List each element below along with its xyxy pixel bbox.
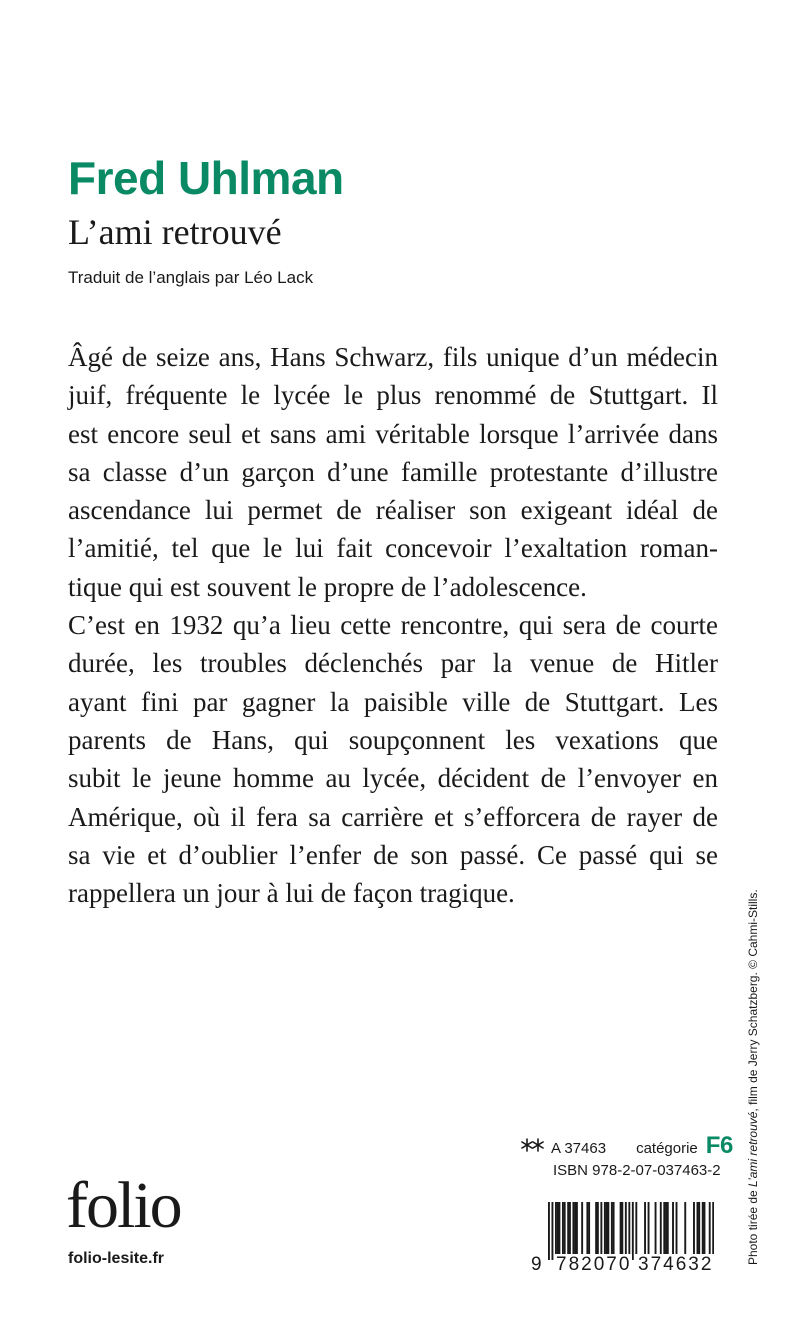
- barcode-bar: [548, 1202, 550, 1260]
- blurb-line: ascendance lui permet de réaliser son exigeant idéal de: [68, 495, 718, 526]
- blurb-line: durée, les troubles déclenchés par la venue de Hitler: [68, 648, 718, 679]
- barcode-bar: [676, 1202, 678, 1254]
- photo-credit-suffix: , film de Jerry Schatzberg. © Cahmi-Stills.: [746, 889, 760, 1112]
- blurb: [68, 338, 718, 912]
- photo-credit: [746, 889, 760, 1265]
- photo-credit-prefix: Photo tirée de: [746, 1186, 760, 1265]
- blurb-line: l’amitié, tel que le lui fait concevoir l’exaltation roman-: [68, 533, 718, 564]
- barcode-bar: [644, 1202, 646, 1254]
- barcode-bar: [597, 1202, 599, 1254]
- blurb-line: C’est en 1932 qu’a lieu cette rencontre, qui sera de courte: [68, 610, 718, 641]
- blurb-line: subit le jeune homme au lycée, décident de l’envoyer en: [68, 763, 718, 794]
- barcode-bar: [697, 1202, 699, 1254]
- barcode-bar: [557, 1202, 559, 1254]
- barcode-left-group: 782070: [556, 1254, 632, 1275]
- catalog-block: [521, 1132, 733, 1179]
- barcode-bar: [709, 1202, 711, 1260]
- barcode-bar: [595, 1202, 597, 1254]
- barcode-bar: [611, 1202, 613, 1254]
- barcode-bar: [655, 1202, 657, 1254]
- blurb-line: Âgé de seize ans, Hans Schwarz, fils unique d’un médecin: [68, 342, 718, 372]
- barcode-bar: [702, 1202, 704, 1254]
- barcode-first-digit: 9: [531, 1254, 542, 1275]
- publisher-website: folio-lesite.fr: [68, 1250, 165, 1267]
- blurb-line: est encore seul et sans ami véritable lorsque l’arrivée dans: [68, 418, 718, 449]
- barcode-bar: [555, 1202, 557, 1254]
- barcode-bar: [613, 1202, 615, 1254]
- barcode-bar: [672, 1202, 674, 1254]
- blurb-line: rappellera un jour à lui de façon tragique.: [68, 878, 515, 909]
- barcode-bar: [667, 1202, 669, 1254]
- blurb-line: parents de Hans, qui soupçonnent les vexations que: [68, 724, 718, 755]
- barcode-bar: [558, 1202, 560, 1254]
- blurb-line: ayant fini par gagner la paisible ville de Stuttgart. Les: [68, 686, 718, 717]
- blurb-line: tique qui est souvent le propre de l’adolescence.: [68, 571, 587, 602]
- barcode-bar: [684, 1202, 686, 1254]
- barcode-bar: [648, 1202, 650, 1254]
- category-label: catégorie: [636, 1140, 698, 1157]
- barcode-bars: [548, 1202, 714, 1260]
- barcode-bar: [586, 1202, 588, 1254]
- barcode-bar: [663, 1202, 665, 1254]
- barcode-bar: [660, 1202, 662, 1254]
- photo-credit-film-title: L’ami retrouvé: [746, 1111, 760, 1187]
- barcode-bar: [551, 1202, 553, 1260]
- barcode-bar: [620, 1202, 622, 1254]
- category-code: F6: [705, 1132, 733, 1159]
- barcode-bar: [625, 1202, 627, 1254]
- barcode-bar: [665, 1202, 667, 1254]
- barcode-bar: [569, 1202, 571, 1254]
- barcode-bar: [574, 1202, 576, 1254]
- barcode-bar: [588, 1202, 590, 1254]
- barcode-bar: [581, 1202, 583, 1254]
- translator-credit: Traduit de l’anglais par Léo Lack: [68, 268, 314, 287]
- isbn: ISBN 978-2-07-037463-2: [553, 1162, 721, 1179]
- blurb-line: Amérique, où il fera sa carrière et s’efforcera de rayer de: [68, 801, 718, 832]
- isbn-barcode: [530, 1194, 720, 1276]
- catalog-code: A 37463: [551, 1140, 607, 1157]
- barcode-bar: [600, 1202, 602, 1254]
- blurb-line: juif, fréquente le lycée le plus renommé de Stuttgart. Il: [68, 380, 718, 411]
- barcode-bar: [621, 1202, 623, 1254]
- folio-stars-icon: [521, 1137, 545, 1153]
- barcode-bar: [606, 1202, 608, 1254]
- folio-logo: folio: [66, 1169, 181, 1242]
- book-title: L’ami retrouvé: [68, 212, 282, 252]
- barcode-bar: [564, 1202, 566, 1254]
- barcode-bar: [604, 1202, 606, 1254]
- barcode-bar: [635, 1202, 637, 1254]
- blurb-line: sa vie et d’oublier l’enfer de son passé. Ce passé qui se: [68, 839, 718, 870]
- barcode-bar: [632, 1202, 634, 1260]
- author-name: Fred Uhlman: [68, 152, 344, 204]
- barcode-bar: [628, 1202, 630, 1260]
- barcode-bar: [704, 1202, 706, 1254]
- blurb-line: sa classe d’un garçon d’une famille protestante d’illustre: [68, 456, 718, 487]
- barcode-bar: [712, 1202, 714, 1260]
- barcode-bar: [562, 1202, 564, 1254]
- barcode-bar: [567, 1202, 569, 1254]
- barcode-bar: [698, 1202, 700, 1254]
- barcode-bar: [607, 1202, 609, 1254]
- barcode-bar: [576, 1202, 578, 1254]
- barcode-digits: [530, 1254, 720, 1276]
- barcode-bar: [572, 1202, 574, 1254]
- barcode-bar: [693, 1202, 695, 1254]
- barcode-right-group: 374632: [638, 1254, 714, 1275]
